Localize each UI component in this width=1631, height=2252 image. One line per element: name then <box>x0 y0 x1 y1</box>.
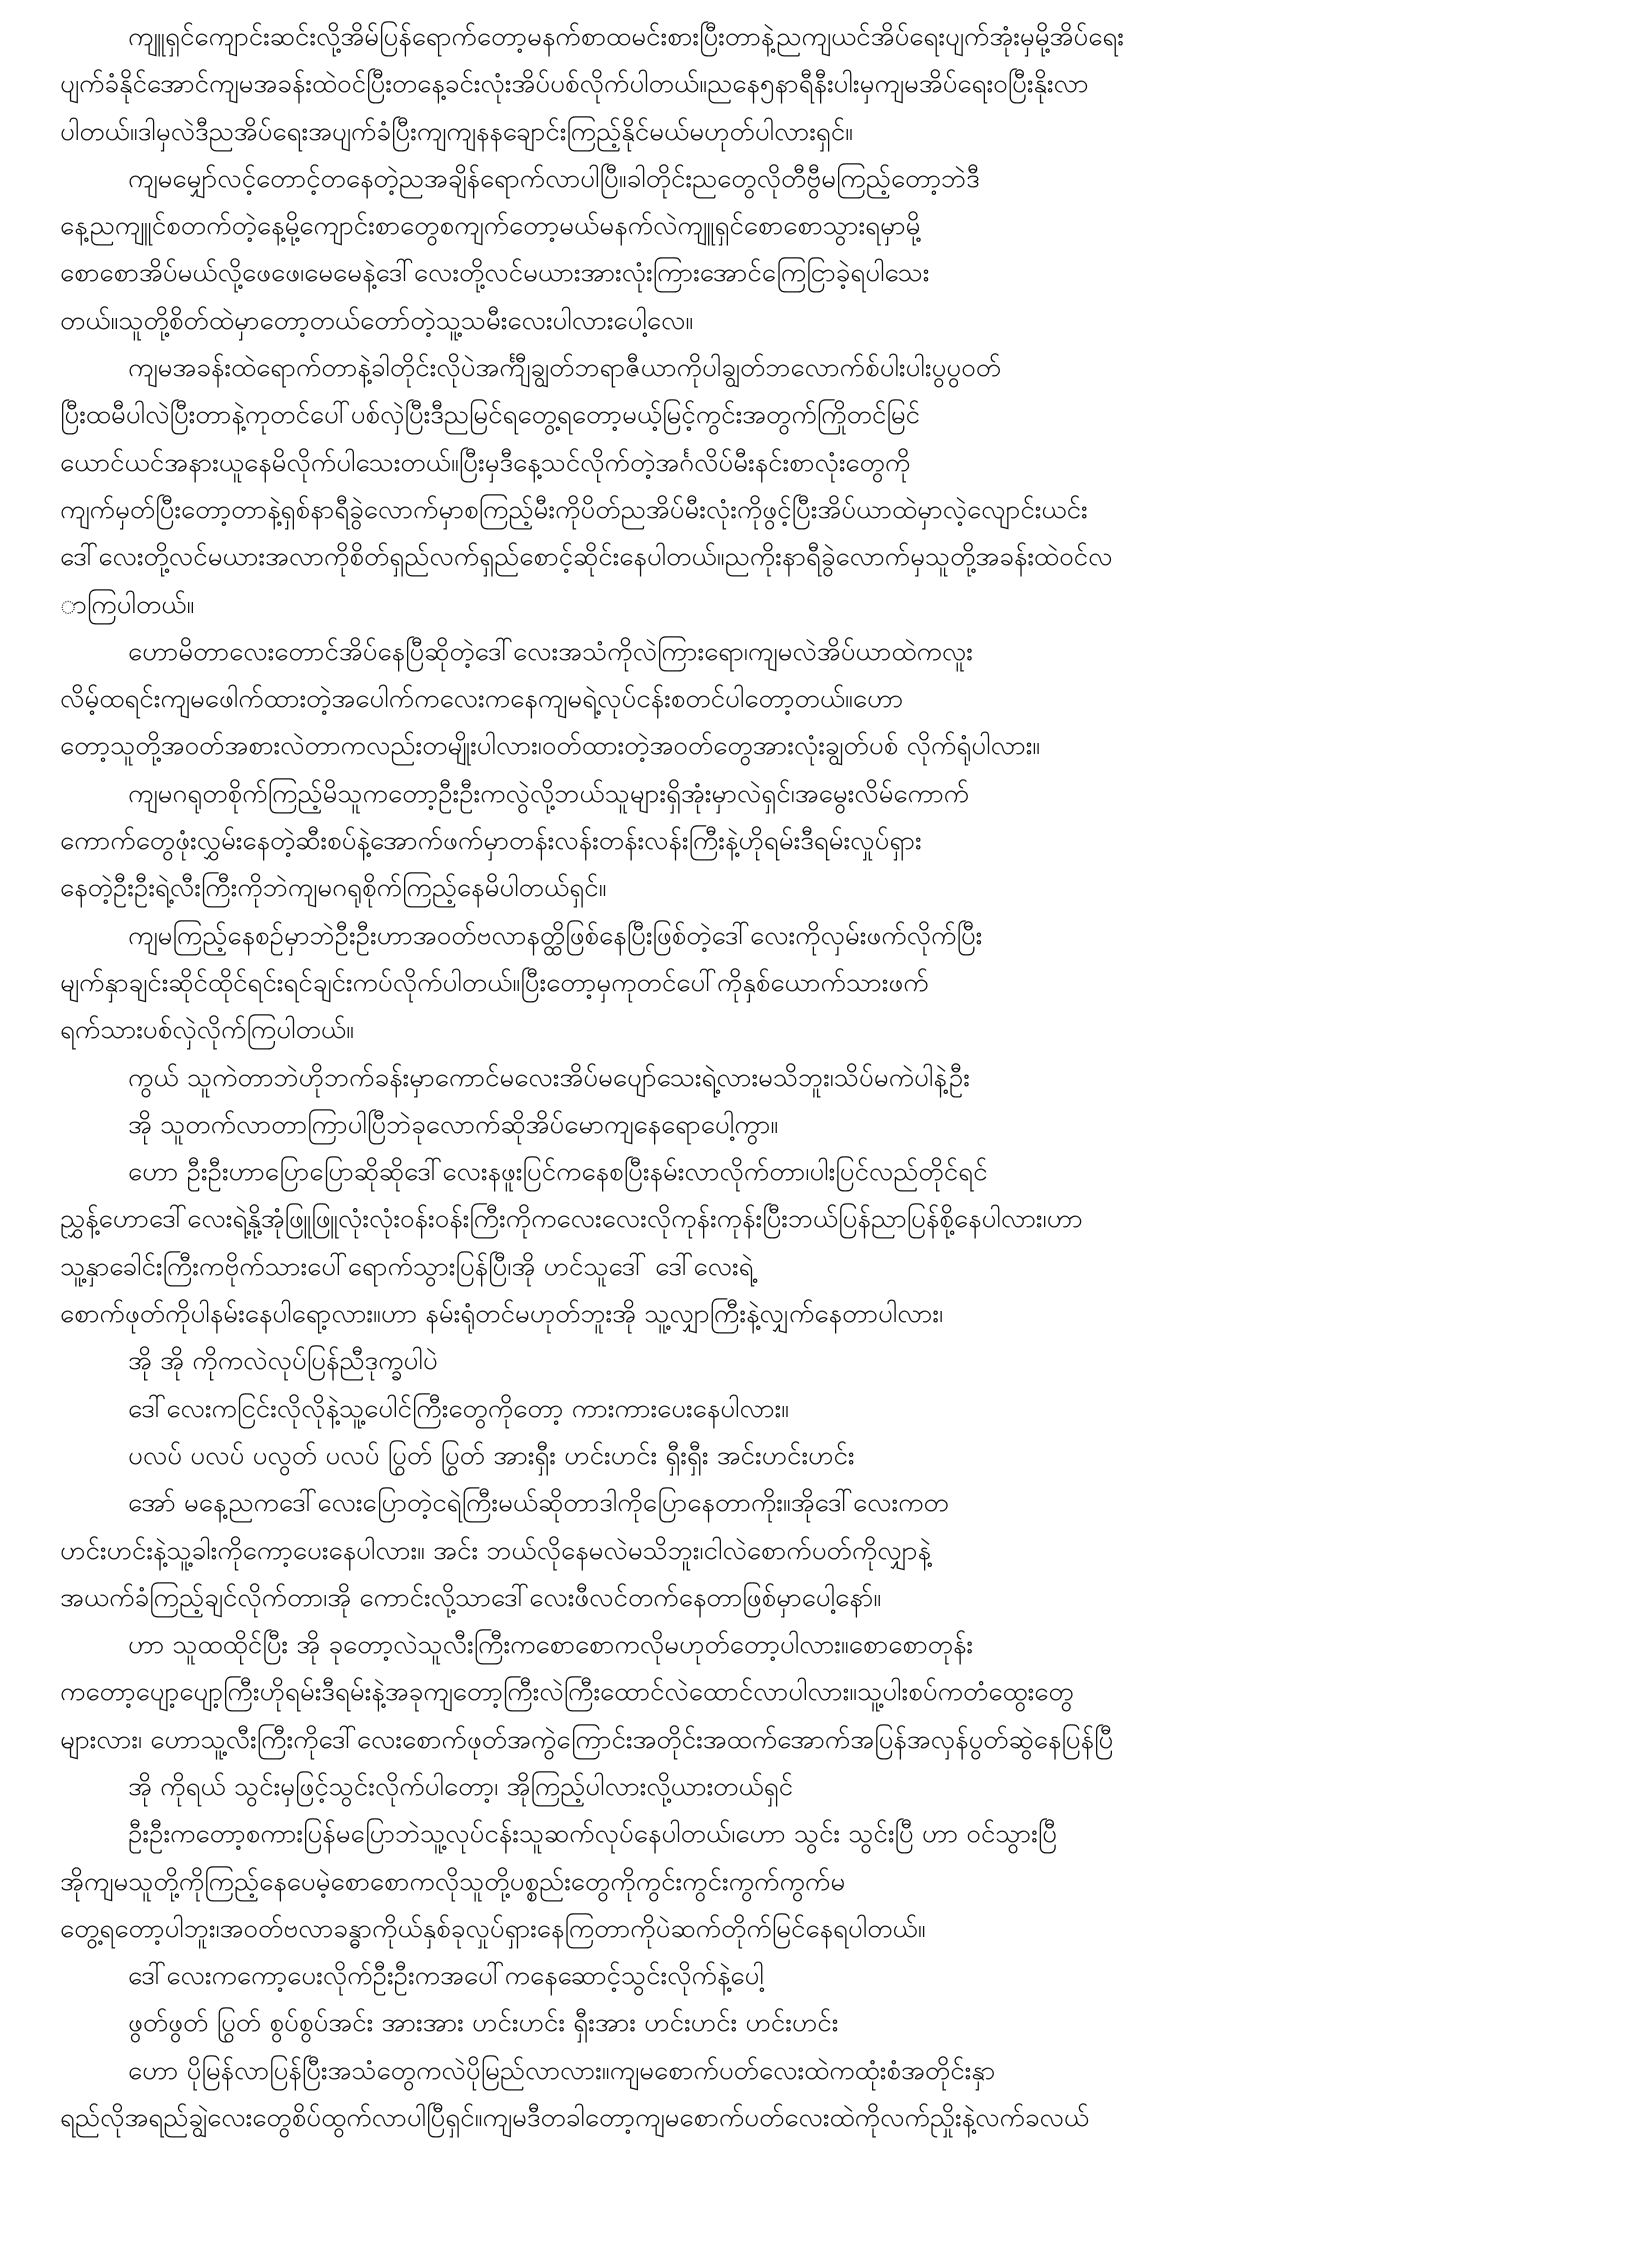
paragraph <box>60 1102 1560 1149</box>
text-line: ဒေါ်လေးကကော့ပေးလိုက်ဦးဦးကအပေါ်ကနေဆောင့်သွင်းလိုက်နဲ့ပေါ့ <box>128 1961 764 1992</box>
text-line: ပါတယ်။ဒါမှလဲဒီညအိပ်ရေးအပျက်ခံပြီးကျကျနနချောင်းကြည့်နိုင်မယ်မဟုတ်ပါလားရှင်။ <box>60 116 854 147</box>
text-line: ဟောမိတာလေးတောင်အိပ်နေပြီဆိုတဲ့ဒေါ်လေးအသံကိုလဲကြားရော၊ကျမလဲအိပ်ယာထဲကလူး <box>128 636 973 667</box>
text-line: ာကြပါတယ်။ <box>60 589 195 620</box>
text-line: ဖွတ်ဖွတ် ပြွတ် စွပ်စွပ်အင်း အားအား ဟင်းဟင်း ရှီးအား ဟင်းဟင်း ဟင်းဟင်း <box>128 2008 839 2039</box>
text-line: စောစောအိပ်မယ်လို့ဖေဖေ၊မေမေနဲ့ဒေါ်လေးတို့လင်မယားအားလုံးကြားအောင်ကြေငြာခဲ့ရပါသေး <box>60 258 930 289</box>
text-line: အို အို ကိုကလဲလုပ်ပြန်ညီဒုက္ခပါပဲ <box>128 1346 438 1377</box>
text-line: ရက်သားပစ်လှဲလိုက်ကြပါတယ်။ <box>60 1015 354 1046</box>
text-line: ပလပ် ပလပ် ပလွတ် ပလပ် ပြွတ် ပြွတ် အားရှီး ဟင်းဟင်း ရှီးရှီး အင်းဟင်းဟင်း <box>128 1440 855 1471</box>
text-line: ဒေါ်လေးကငြင်းလိုလိုနဲ့သူ့ပေါင်ကြီးတွေကိုတော့ ကားကားပေးနေပါလား။ <box>128 1393 790 1424</box>
text-line: အိုကျမသူတို့ကိုကြည့်နေပေမဲ့စောစောကလိုသူတို့ပစ္စည်းတွေကိုကွင်းကွင်းကွက်ကွက်မ <box>60 1866 846 1897</box>
text-line: ယောင်ယင်အနားယူနေမိလိုက်ပါသေးတယ်။ပြီးမှဒီနေ့သင်လိုက်တဲ့အင်္ဂလိပ်မီးနင်းစာလုံးတွေကို <box>60 447 911 478</box>
paragraph <box>60 771 1560 913</box>
text-line: နေတဲ့ဦးဦးရဲ့လီးကြီးကိုဘဲကျမဂရုစိုက်ကြည့်နေမိပါတယ်ရှင်။ <box>60 873 607 904</box>
text-line: ကျက်မှတ်ပြီးတော့တာနဲ့ရှစ်နာရီခွဲလောက်မှာစကြည့်မီးကိုပိတ်ညအိပ်မီးလုံးကိုဖွင့်ပြီးအိပ်ယာထဲမှာလဲ့လျောင်းယင်း <box>60 494 1088 525</box>
text-line: အယက်ခံကြည့်ချင်လိုက်တာ၊အို ကောင်းလို့သာဒေါ်လေးဖီလင်တက်နေတာဖြစ်မှာပေါ့နော်။ <box>60 1582 882 1613</box>
paragraph <box>60 629 1560 771</box>
text-line: ကျမဂရုတစိုက်ကြည့်မိသူကတော့ဦးဦးကလွဲလို့ဘယ်သူများရှိအုံးမှာလဲရှင်၊အမွေးလိမ်ကောက် <box>128 778 970 809</box>
text-line: နေ့ညကျူင်စတက်တဲ့နေ့မို့ကျောင်းစာတွေစကျက်တော့မယ်မနက်လဲကျူရှင်စောစောသွားရမှာမို့ <box>60 211 921 242</box>
text-line: ဟော ဦးဦးဟာပြောပြောဆိုဆိုဒေါ်လေးနဖူးပြင်ကနေစပြီးနမ်းလာလိုက်တာ၊ပါးပြင်လည်တိုင်ရင် <box>128 1157 988 1188</box>
text-line: အို သူတက်လာတာကြာပါပြီဘဲခုလောက်ဆိုအိပ်မောကျနေရောပေါ့ကွာ။ <box>128 1109 779 1140</box>
text-line: ဦးဦးကတော့စကားပြန်မပြောဘဲသူ့လုပ်ငန်းသူဆက်လုပ်နေပါတယ်၊ဟော သွင်း သွင်းပြီ ဟာ ဝင်သွားပြီ <box>128 1819 1057 1850</box>
text-line: ပြီးထမီပါလဲပြီးတာနဲ့ကုတင်ပေါ်ပစ်လှဲပြီးဒီညမြင်ရတွေ့ရတော့မယ့်မြင့်ကွင်းအတွက်ကြိုတင်မြင် <box>60 400 920 431</box>
paragraph <box>60 1055 1560 1102</box>
paragraph <box>60 1338 1560 1385</box>
text-line: ဒေါ်လေးတို့လင်မယားအလာကိုစိတ်ရှည်လက်ရှည်စောင့်ဆိုင်းနေပါတယ်။ညကိုးနာရီခွဲလောက်မှသူတို့အခန်းထဲဝင်လ <box>60 542 1113 573</box>
text-line: ကျမကြည့်နေစဉ်မှာဘဲဦးဦးဟာအဝတ်ဗလာနတ္ထိဖြစ်နေပြီးဖြစ်တဲ့ဒေါ်လေးကိုလှမ်းဖက်လိုက်ပြီး <box>128 920 983 951</box>
paragraph <box>60 14 1560 156</box>
text-line: ပျက်ခံနိုင်အောင်ကျမအခန်းထဲဝင်ပြီးတနေ့ခင်းလုံးအိပ်ပစ်လိုက်ပါတယ်။ညနေ၅နာရီနီးပါးမှကျမအိပ်ရေးဝပြီးနိုးလာ <box>60 69 1089 100</box>
paragraph <box>60 913 1560 1055</box>
paragraph <box>60 345 1560 629</box>
text-line: စောက်ဖုတ်ကိုပါနမ်းနေပါရော့လား။ဟာ နမ်းရုံတင်မဟုတ်ဘူးအို သူ့လျှာကြီးနဲ့လျှက်နေတာပါလား၊ <box>60 1299 944 1330</box>
text-line: ညွှန့်ဟောဒေါ်လေးရဲ့နို့အုံဖြူဖြူလုံးလုံးဝန်းဝန်းကြီးကိုကလေးလေးလိုကုန်းကုန်းပြီးဘယ်ပြန်ညာပြန်စို့နေပါလား၊ဟာ <box>60 1204 1083 1235</box>
text-line: အော် မနေ့ညကဒေါ်လေးပြောတဲ့ငရဲကြီးမယ်ဆိုတာဒါကိုပြောနေတာကိုး။အိုဒေါ်လေးကတ <box>128 1488 949 1519</box>
text-line: ဟော ပိုမြန်လာပြန်ပြီးအသံတွေကလဲပိုမြည်လာလား။ကျမစောက်ပတ်လေးထဲကထုံးစံအတိုင်းနှာ <box>128 2055 996 2086</box>
text-line: ဟင်းဟင်းနဲ့သူ့ခါးကိုကော့ပေးနေပါလား။ အင်း ဘယ်လိုနေမလဲမသိဘူး၊ငါလဲစောက်ပတ်ကိုလျှာနဲ့ <box>60 1535 931 1566</box>
text-line: ကောက်တွေဖုံးလွှမ်းနေတဲ့ဆီးစပ်နဲ့အောက်ဖက်မှာတန်းလန်းတန်းလန်းကြီးနဲ့ဟိုရမ်းဒီရမ်းလှုပ်ရှား <box>60 826 922 857</box>
text-line: ကျမမျှော်လင့်တောင့်တနေတဲ့ညအချိန်ရောက်လာပါပြီ။ခါတိုင်းညတွေလိုတီဗွီမကြည့်တော့ဘဲဒီ <box>128 163 980 194</box>
document-page <box>60 14 1560 2142</box>
text-line: တွေ့ရတော့ပါဘူး၊အဝတ်ဗလာခန္ဓာကိုယ်နှစ်ခုလှုပ်ရှားနေကြတာကိုပဲဆက်တိုက်မြင်နေရပါတယ်။ <box>60 1913 926 1944</box>
paragraph <box>60 1149 1560 1338</box>
paragraph <box>60 1433 1560 1480</box>
text-line: မျက်နှာချင်းဆိုင်ထိုင်ရင်းရင်ချင်းကပ်လိုက်ပါတယ်။ပြီးတော့မှကုတင်ပေါ်ကိုနှစ်ယောက်သားဖက် <box>60 967 929 998</box>
text-line: ကွယ် သူကဲတာဘဲဟိုဘက်ခန်းမှာကောင်မလေးအိပ်မပျော်သေးရဲ့လားမသိဘူး၊သိပ်မကဲပါနဲ့ဦး <box>128 1062 970 1093</box>
paragraph <box>60 1811 1560 1953</box>
text-line: အို ကိုရယ် သွင်းမှဖြင့်သွင်းလိုက်ပါတော့၊ အိုကြည့်ပါလားလို့ယားတယ်ရှင် <box>128 1771 794 1802</box>
text-line: တော့သူတို့အဝတ်အစားလဲတာကလည်းတမျိုးပါလား၊ဝတ်ထားတဲ့အဝတ်တွေအားလုံးချွတ်ပစ် လိုက်ရုံပါလား။ <box>60 731 1041 762</box>
text-line: လိမ့်ထရင်းကျမဖေါက်ထားတဲ့အပေါက်ကလေးကနေကျမရဲ့လုပ်ငန်းစတင်ပါတော့တယ်။ဟော <box>60 684 904 715</box>
text-line: ကျူရှင်ကျောင်းဆင်းလို့အိမ်ပြန်ရောက်တော့မနက်စာထမင်းစားပြီးတာနဲ့ညကျယင်အိပ်ရေးပျက်အုံးမှမို့အိပ်ရေး <box>128 22 1124 52</box>
text-line: ဟာ သူထထိုင်ပြီး အို ခုတော့လဲသူလီးကြီးကစောစောကလိုမဟုတ်တော့ပါလား။စောစောတုန်း <box>128 1630 974 1661</box>
text-line: များလား၊ ဟောသူ့လီးကြီးကိုဒေါ်လေးစောက်ဖုတ်အကွဲကြောင်းအတိုင်းအထက်အောက်အပြန်အလှန်ပွတ်ဆွဲနေပြန်ပြီ <box>60 1724 1114 1755</box>
paragraph <box>60 156 1560 345</box>
text-line: သူ့နှာခေါင်းကြီးကဗိုက်သားပေါ်ရောက်သွားပြန်ပြီ၊အို ဟင်သူဒေါ် ဒေါ်လေးရဲ့ <box>60 1251 754 1282</box>
text-line: တယ်။သူတို့စိတ်ထဲမှာတော့တယ်တော်တဲ့သူ့သမီးလေးပါလားပေါ့လေ။ <box>60 305 694 336</box>
paragraph <box>60 1386 1560 1433</box>
text-line: ကတော့ပျော့ပျော့ကြီးဟိုရမ်းဒီရမ်းနဲ့အခုကျတော့ကြီးလဲကြီးထောင်လဲထောင်လာပါလား။သူ့ပါးစပ်ကတံထွေးတွေ <box>60 1677 1074 1708</box>
paragraph <box>60 1622 1560 1764</box>
paragraph <box>60 2000 1560 2047</box>
paragraph <box>60 1764 1560 1811</box>
text-line: ကျမအခန်းထဲရောက်တာနဲ့ခါတိုင်းလိုပဲအင်္ကျီချွတ်ဘရာဇီယာကိုပါချွတ်ဘလောက်စ်ပါးပါးပွပွဝတ် <box>128 353 1002 384</box>
paragraph <box>60 1953 1560 2000</box>
paragraph <box>60 2048 1560 2143</box>
text-line: ရည်လိုအရည်ချွဲလေးတွေစိပ်ထွက်လာပါပြီရှင်။ကျမဒီတခါတော့ကျမစောက်ပတ်လေးထဲကိုလက်ညှိုးနဲ့လက်ခလယ် <box>60 2103 1090 2134</box>
paragraph <box>60 1480 1560 1622</box>
